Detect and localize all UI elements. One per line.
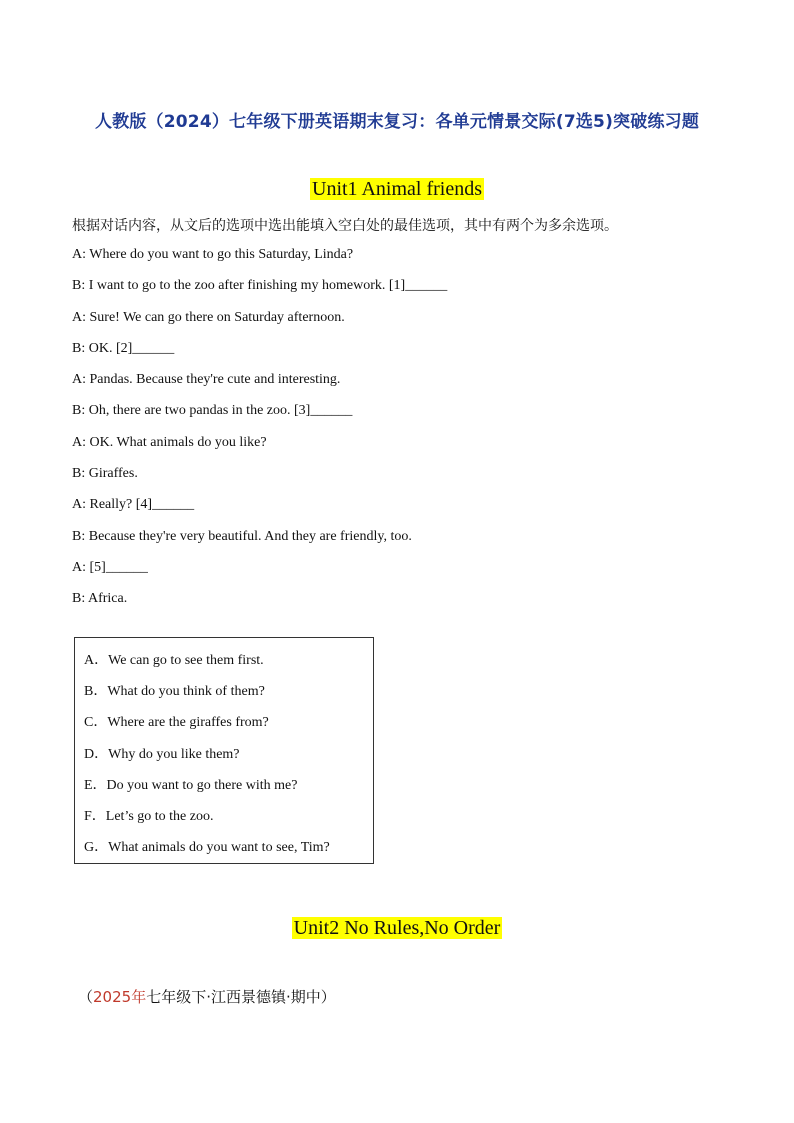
document-title: 人教版（2024）七年级下册英语期末复习：各单元情景交际(7选5)突破练习题 [94, 112, 700, 132]
unit2-heading [0, 917, 794, 940]
unit1-heading [0, 178, 794, 201]
dialogue-line: B: Because they're very beautiful. And they are friendly, too. [72, 528, 412, 544]
dialogue-line: A: Where do you want to go this Saturday, Linda? [72, 247, 354, 262]
unit1-heading-text: Unit1 Animal friends [312, 178, 482, 200]
unit1-options-box [74, 637, 374, 864]
unit1-instruction: 根据对话内容，从文后的选项中选出能填入空白处的最佳选项，其中有两个为多余选项。 [72, 218, 618, 234]
option-item: E．Do you want to go there with me? [84, 777, 298, 793]
dialogue-line: A: OK. What animals do you like? [72, 434, 267, 450]
dialogue-line: B: OK. [2]______ [72, 340, 175, 356]
unit2-heading-text: Unit2 No Rules,No Order [293, 917, 501, 939]
unit1-dialogue [72, 247, 447, 623]
dialogue-line: B: Africa. [72, 591, 128, 607]
dialogue-line: B: Oh, there are two pandas in the zoo. [3]______ [72, 403, 353, 419]
option-item: D．Why do you like them? [84, 746, 240, 762]
dialogue-line: B: I want to go to the zoo after finishing my homework. [1]______ [72, 278, 448, 294]
option-item: C．Where are the giraffes from? [84, 715, 269, 731]
dialogue-line: A: Sure! We can go there on Saturday afternoon. [72, 309, 345, 325]
option-item: F．Let’s go to the zoo. [84, 808, 214, 824]
unit1-options-list [84, 649, 330, 867]
dialogue-line: A: [5]______ [72, 559, 148, 575]
source-year: 2025年 [93, 988, 147, 1006]
option-item: A．We can go to see them first. [84, 653, 264, 668]
source-detail: 七年级下·江西景德镇·期中） [146, 988, 336, 1006]
source-open-paren: （ [78, 988, 94, 1006]
option-item: B．What do you think of them? [84, 684, 265, 700]
dialogue-line: A: Pandas. Because they're cute and interesting. [72, 372, 341, 388]
dialogue-line: A: Really? [4]______ [72, 497, 195, 513]
unit2-source-note [78, 986, 336, 1007]
dialogue-line: B: Giraffes. [72, 466, 138, 482]
option-item: G．What animals do you want to see, Tim? [84, 840, 330, 856]
